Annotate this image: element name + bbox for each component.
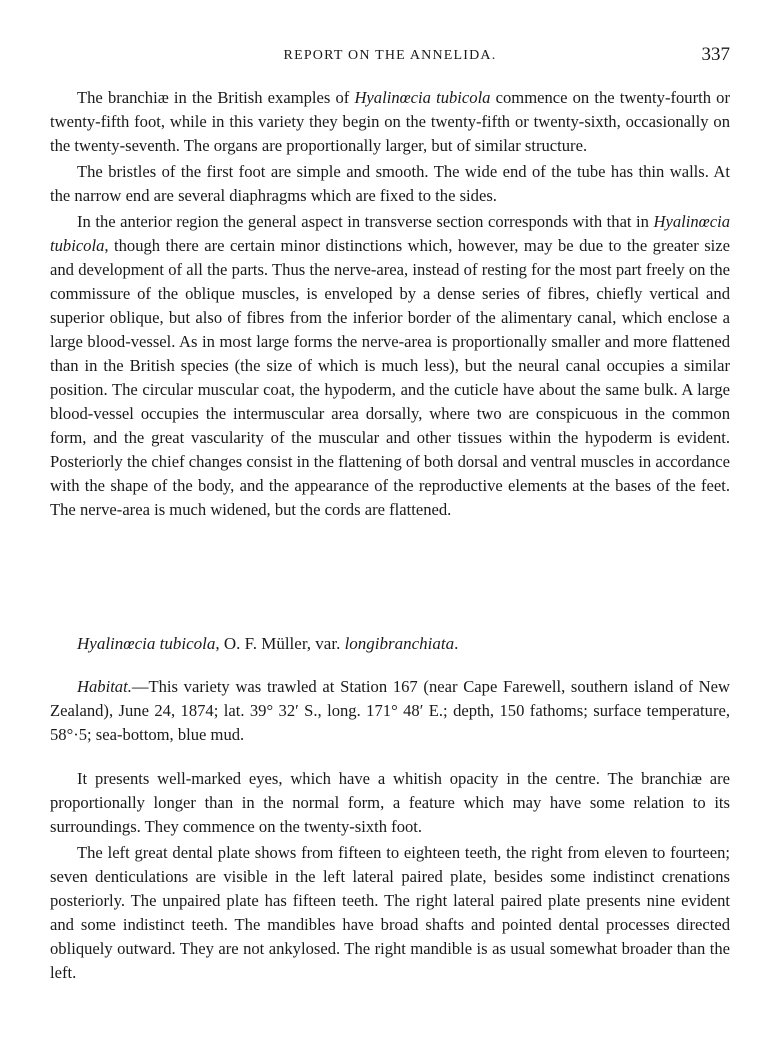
habitat-text: —This variety was trawled at Station 167 (near Cape Farewell, southern island of New Zealand), June 24, 1874; lat. 39° 32′ S., long. 171° 48′ E.; depth, 150 fathoms; surface temperature, 58°·5; sea-bottom, blue mud. xyxy=(50,677,730,744)
text-run: commence on the twenty-fourth or twenty-fifth foot, while in this variety they begin on the twenty-fifth or twenty-sixth, occasionally on the twenty-seventh. The organs are proportionally larger, but of similar structure. xyxy=(50,88,730,155)
text-run: , though there are certain minor distinctions which, however, may be due to the greater size and development of all the parts. Thus the nerve-area, instead of resting for the most part freely on the commissure of the oblique muscles, is enveloped by a dense series of fibres, chiefly vertical and superior oblique, but also of fibres from the inferior border of the alimentary canal, which enclose a large blood-vessel. As in most large forms the nerve-area is proportionally smaller and more flattened than in the British species (the size of which is much less), but the neural canal occupies a similar position. The circular muscular coat, the hypoderm, and the cuticle have about the same bulk. A large blood-vessel occupies the intermuscular area dorsally, where two are conspicuous in the common form, and the great vascularity of the muscular and other tissues within the hypoderm is evident. Posteriorly the chief changes consist in the flattening of both dorsal and ventral muscles in accordance with the shape of the body, and the appearance of the reproductive elements at the bases of the feet. The nerve-area is much widened, but the cords are flattened. xyxy=(50,236,730,519)
page-header xyxy=(50,44,730,74)
text-run: In the anterior region the general aspect in transverse section corresponds with that in xyxy=(77,212,654,231)
habitat-section xyxy=(50,675,730,747)
paragraph-branchiae xyxy=(50,86,730,158)
species-name: Hyalinœcia tubicola xyxy=(77,634,216,653)
paragraph-habitat xyxy=(50,675,730,747)
running-head: REPORT ON THE ANNELIDA. xyxy=(283,48,497,63)
text-run: The branchiæ in the British examples of xyxy=(77,88,355,107)
species-variety: longibranchiata xyxy=(344,634,455,653)
species-name: Hyalinœcia tubicola xyxy=(50,212,730,255)
paragraph-dental-plates: The left great dental plate shows from fifteen to eighteen teeth, the right from eleven to fourteen; seven denticulations are visible in the left lateral paired plate, besides some indistinct crenations posteriorly. The unpaired plate has fifteen teeth. The right lateral paired plate presents nine evident and some indistinct teeth. The mandibles have broad shafts and pointed dental processes directed obliquely outward. They are not ankylosed. The right mandible is as usual somewhat broader than the left. xyxy=(50,843,730,982)
paragraph-eyes: It presents well-marked eyes, which have a whitish opacity in the centre. The branchiæ are proportionally longer than in the normal form, a feature which may have some relation to its surroundings. They commence on the twenty-sixth foot. xyxy=(50,769,730,836)
species-name: Hyalinœcia tubicola xyxy=(354,88,491,107)
species-heading xyxy=(50,632,730,656)
page-number: 337 xyxy=(701,44,730,65)
habitat-label: Habitat. xyxy=(77,677,132,696)
paragraph-bristles: The bristles of the first foot are simple and smooth. The wide end of the tube has thin walls. At the narrow end are several diaphragms which are fixed to the sides. xyxy=(50,162,730,205)
species-author: , O. F. Müller, var. xyxy=(215,634,345,653)
paragraph-anatomy xyxy=(50,210,730,522)
description-section xyxy=(50,86,730,522)
text-run: . xyxy=(454,634,459,653)
variety-description-section xyxy=(50,767,730,985)
